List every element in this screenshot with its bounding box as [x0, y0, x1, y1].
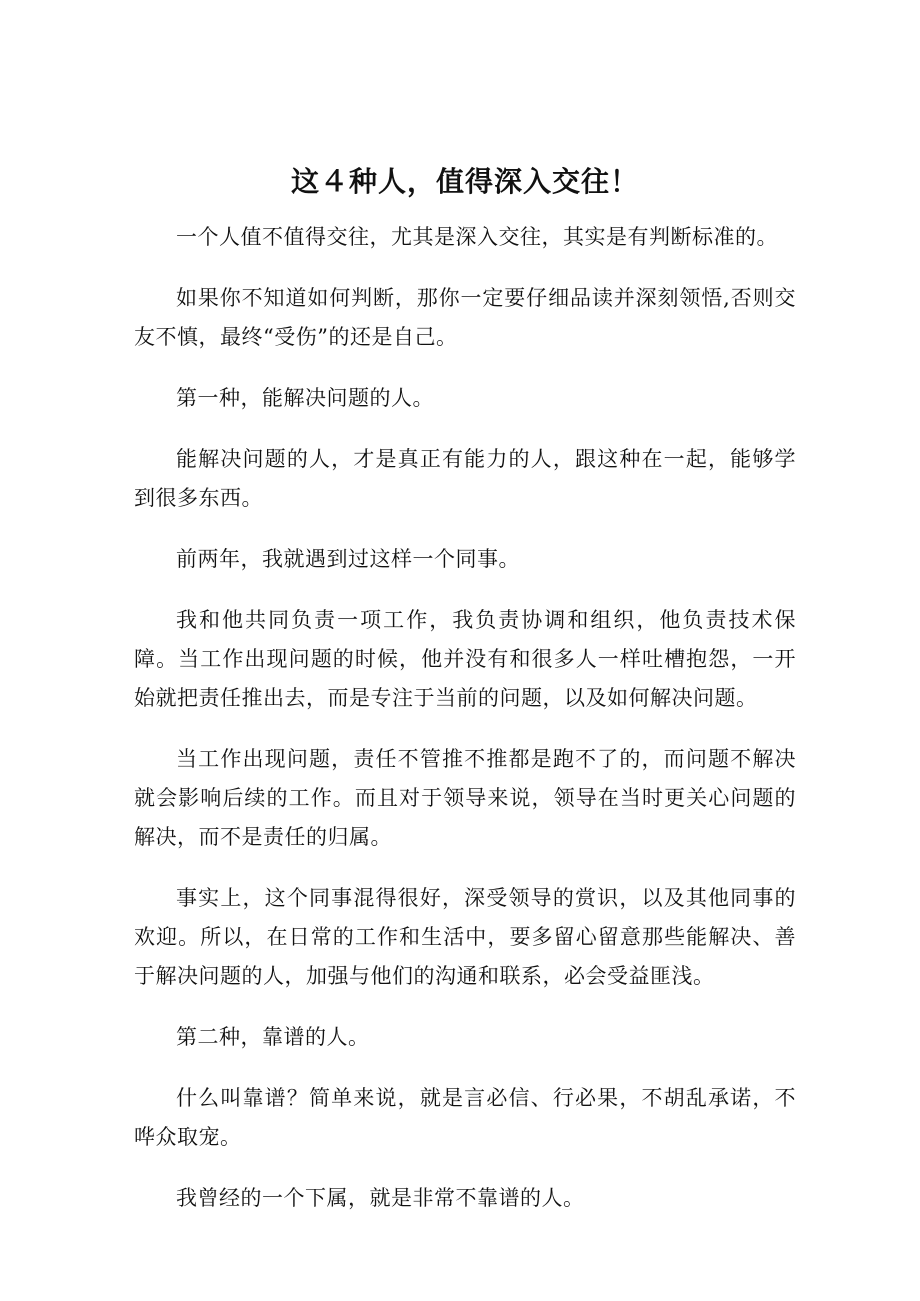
paragraph: 事实上，这个同事混得很好，深受领导的赏识，以及其他同事的欢迎。所以，在日常的工作和生活中，要多留心留意那些能解决、善于解决问题的人，加强与他们的沟通和联系，必会受益匪浅。 — [134, 886, 796, 988]
paragraph: 当工作出现问题，责任不管推不推都是跑不了的，而问题不解决就会影响后续的工作。而且对于领导来说，领导在当时更关心问题的解决，而不是责任的归属。 — [134, 747, 796, 849]
paragraph: 前两年，我就遇到过这样一个同事。 — [176, 547, 520, 571]
paragraph: 能解决问题的人，才是真正有能力的人，跟这种在一起，能够学到很多东西。 — [134, 447, 796, 510]
paragraph: 一个人值不值得交往，尤其是深入交往，其实是有判断标准的。 — [176, 225, 778, 249]
paragraph: 我和他共同负责一项工作，我负责协调和组织，他负责技术保障。当工作出现问题的时候，他并没有和很多人一样吐槽抱怨，一开始就把责任推出去，而是专注于当前的问题，以及如何解决问题。 — [134, 608, 796, 710]
paragraph: 如果你不知道如何判断，那你一定要仔细品读并深刻领悟,否则交友不慎，最终“受伤”的还是自己。 — [134, 286, 796, 349]
document-title: 这４种人，值得深入交往！ — [290, 165, 639, 198]
section-heading: 第一种，能解决问题的人。 — [176, 386, 434, 410]
document-page — [134, 160, 796, 1240]
paragraph: 什么叫靠谱？简单来说，就是言必信、行必果，不胡乱承诺，不哗众取宠。 — [134, 1086, 796, 1149]
section-heading: 第二种，靠谱的人。 — [176, 1025, 370, 1049]
paragraph: 我曾经的一个下属，就是非常不靠谱的人。 — [176, 1186, 585, 1210]
